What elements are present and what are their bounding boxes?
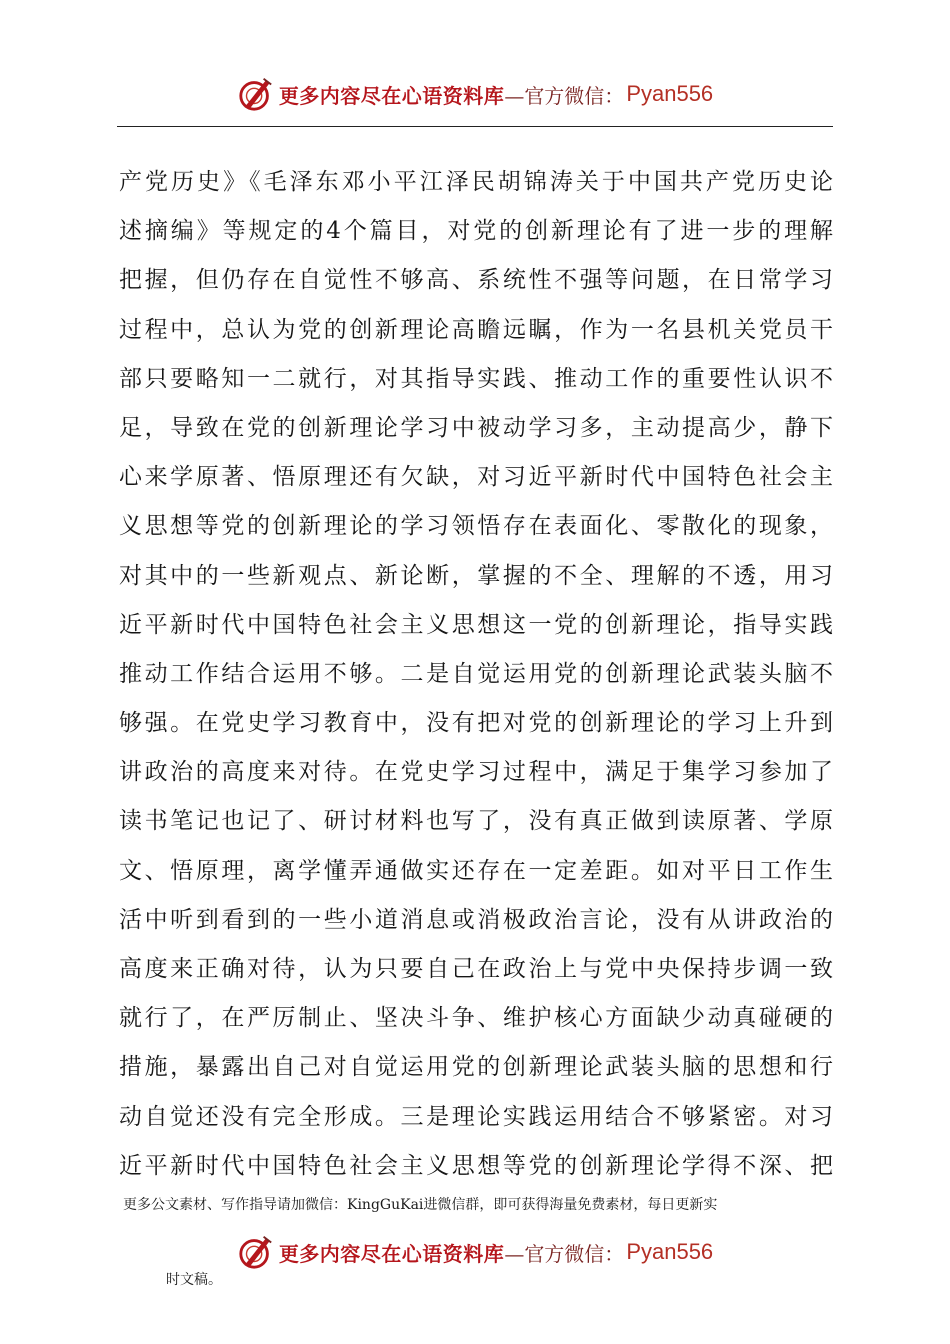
- body-line: 就行了，在严厉制止、坚决斗争、维护核心方面缺少动真碰硬的: [119, 1005, 833, 1032]
- watermark-wechat-id: Pyan556: [626, 1239, 714, 1264]
- body-line: 读书笔记也记了、研讨材料也写了，没有真正做到读原著、学原: [119, 808, 833, 835]
- body-line: 部只要略知一二就行，对其指导实践、推动工作的重要性认识不: [119, 365, 833, 392]
- body-line: 措施，暴露出自己对自觉运用党的创新理论武装头脑的思想和行: [119, 1054, 833, 1081]
- header-watermark: [0, 72, 950, 116]
- body-line: 文、悟原理，离学懂弄通做实还存在一定差距。如对平日工作生: [119, 857, 833, 884]
- body-line: 产党历史》《毛泽东邓小平江泽民胡锦涛关于中国共产党历史论: [119, 169, 833, 195]
- body-line: 讲政治的高度来对待。在党史学习过程中，满足于集学习参加了: [119, 759, 833, 786]
- body-line: 近平新时代中国特色社会主义思想这一党的创新理论，指导实践: [119, 611, 833, 638]
- body-line: 高度来正确对待，认为只要自己在政治上与党中央保持步调一致: [119, 956, 833, 982]
- document-body: [119, 158, 833, 1191]
- body-line: 把握，但仍存在自觉性不够高、系统性不强等问题，在日常学习: [119, 267, 833, 294]
- pen-circle-logo-icon: [237, 75, 275, 113]
- body-line: 对其中的一些新观点、新论断，掌握的不全、理解的不透，用习: [119, 562, 833, 589]
- body-line: 近平新时代中国特色社会主义思想等党的创新理论学得不深、把: [119, 1152, 833, 1179]
- body-line: 过程中，总认为党的创新理论高瞻远瞩，作为一名县机关党员干: [119, 316, 833, 343]
- body-line: 动自觉还没有完全形成。三是理论实践运用结合不够紧密。对习: [119, 1103, 833, 1130]
- body-line: 义思想等党的创新理论的学习领悟存在表面化、零散化的现象，: [119, 513, 833, 540]
- footer-note-tail: 时文稿。: [166, 1272, 222, 1288]
- watermark-wechat-label: —官方微信：: [504, 1241, 625, 1266]
- footer-note: 更多公文素材、写作指导请加微信：KingGuKai进微信群，即可获得海量免费素材，每日更新实: [123, 1197, 718, 1213]
- watermark-text: 更多内容尽在心语资料库: [278, 1241, 505, 1266]
- body-line: 活中听到看到的一些小道消息或消极政治言论，没有从讲政治的: [119, 906, 833, 933]
- watermark-text: 更多内容尽在心语资料库: [278, 83, 505, 108]
- watermark-wechat-id: Pyan556: [626, 81, 714, 106]
- body-line: 够强。在党史学习教育中，没有把对党的创新理论的学习上升到: [119, 710, 833, 737]
- pen-circle-logo-icon: [237, 1233, 275, 1271]
- body-line: 推动工作结合运用不够。二是自觉运用党的创新理论武装头脑不: [119, 660, 833, 687]
- watermark-wechat-label: —官方微信：: [504, 83, 625, 108]
- body-line: 述摘编》等规定的4个篇目，对党的创新理论有了进一步的理解: [119, 218, 833, 245]
- body-line: 心来学原著、悟原理还有欠缺，对习近平新时代中国特色社会主: [119, 464, 833, 491]
- body-line: 足，导致在党的创新理论学习中被动学习多，主动提高少，静下: [119, 414, 833, 441]
- footer-watermark: [0, 1230, 950, 1274]
- header-divider: [117, 126, 833, 127]
